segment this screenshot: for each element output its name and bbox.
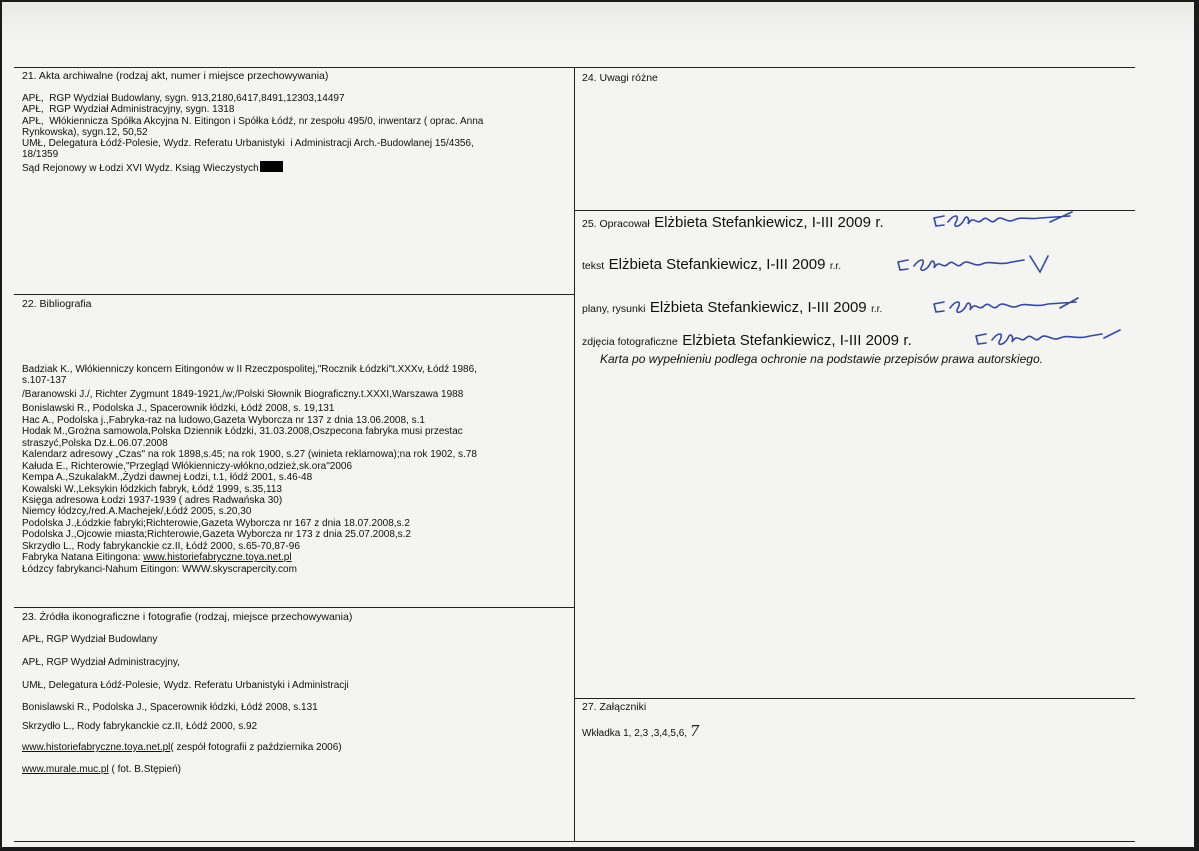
credit-tekst: [582, 256, 841, 274]
signature-image: [930, 208, 1075, 234]
redaction-block: [260, 161, 283, 172]
historiefabryczne-link[interactable]: www.historiefabryczne.toya.net.pl: [143, 552, 292, 564]
credit-plany: [582, 299, 882, 317]
author-name: Elżbieta Stefankiewicz, I-III 2009: [682, 332, 899, 349]
bibliography-entry: Podolska J.,Łódzkie fabryki;Richterowie,Gazeta Wyborcza nr 167 z dnia 18.07.2008,s.2: [22, 517, 410, 529]
author-name: Elżbieta Stefankiewicz, I-III 2009: [649, 299, 867, 316]
credit-zdjecia: [582, 332, 912, 350]
bibliography-entry: Kowalski W.,Leksykin łódzkich fabryk, Łódź 1999, s.35,113: [22, 483, 282, 495]
source-item: APŁ, RGP Wydział Administracyjny,: [22, 657, 180, 668]
section-27-title: 27. Załączniki: [582, 701, 647, 713]
signature-image: [930, 292, 1082, 320]
credit-opracowal: [582, 214, 884, 232]
bibliography-entry: Kałuda E., Richterowie,"Przegląd Włókienniczy-włókno,odzież,sk.ora"2006: [22, 460, 353, 472]
bibliography-link-entry: [22, 552, 477, 563]
divider-21-22: [14, 294, 575, 295]
document-page: [2, 2, 1194, 847]
bibliography-entry: Bonislawski R., Podolska J., Spacerownik łódzki, Łódź 2008, s. 19,131: [22, 403, 335, 415]
page-fold-shadow: [2, 2, 1194, 42]
archive-line: Rynkowska), sygn.12, 50,52: [22, 126, 148, 138]
divider-26-27: [574, 698, 1135, 699]
bibliography-entry: Skrzydło L., Rody fabrykanckie cz.II, Łódź 2000, s.65-70,87-96: [22, 540, 300, 552]
handwritten-number: 7: [689, 722, 700, 740]
bibliography-entry: Badziak K., Włókienniczy koncern Eitingonów w II Rzeczpospolitej,"Rocznik Łódzki"t.XXXv, Łódź 1986,: [22, 364, 477, 375]
court-registry-text: Sąd Rejonowy w Łodzi XVI Wydz. Ksiąg Wieczystych: [22, 162, 259, 174]
archive-line: APŁ, RGP Wydział Budowlany, sygn. 913,2180,6417,8491,12303,14497: [22, 93, 345, 104]
source-item: UMŁ, Delegatura Łódź-Polesie, Wydz. Referatu Urbanistyki i Administracji: [22, 680, 349, 691]
source-item: Skrzydło L., Rody fabrykanckie cz.II, Łódź 2000, s.92: [22, 721, 258, 732]
historiefabryczne-link[interactable]: www.historiefabryczne.toya.net.pl: [22, 742, 171, 753]
archive-line: APŁ, RGP Wydział Administracyjny, sygn. 1318: [22, 104, 235, 116]
archive-line: APŁ, Włókiennicza Spółka Akcyjna N. Eitingon i Spółka Łódź, nr zespołu 495/0, inwentarz ( oprac. Anna: [22, 115, 484, 127]
attachments-list: [582, 722, 699, 740]
middle-divider: [574, 67, 575, 842]
bibliography-entry: Łódzcy fabrykanci-Nahum Eitingon: WWW.skyscrapercity.com: [22, 563, 297, 575]
bibliography-entry: Podolska J.,Ojcowie miasta;Richterowie,Gazeta Wyborcza nr 173 z dnia 25.07.2008,s.2: [22, 529, 411, 541]
signature-image: [972, 324, 1124, 352]
section-22-title: 22. Bibliografia: [22, 298, 92, 310]
link-suffix: ( zespół fotografii z października 2006): [170, 742, 342, 753]
attachments-text: Wkładka 1, 2,3 ,3,4,5,6,: [582, 728, 688, 739]
bibliography-entry: Hodak M.,Grożna samowola,Polska Dziennik Łódzki, 31.03.2008,Oszpecona fabryka musi przestac: [22, 426, 463, 438]
source-link-item: [22, 742, 342, 753]
credit-suffix: r.: [875, 214, 884, 231]
link-prefix: Fabryka Natana Eitingona:: [22, 552, 144, 564]
credit-label: zdjęcia fotograficzne: [582, 336, 678, 348]
section-24-title: 24. Uwagi różne: [582, 72, 658, 84]
source-item: APŁ, RGP Wydział Budowlany: [22, 634, 158, 645]
credit-label: plany, rysunki: [582, 303, 646, 315]
section-21-title: 21. Akta archiwalne (rodzaj akt, numer i miejsce przechowywania): [22, 70, 329, 82]
section-23-title: 23. Źródła ikonograficzne i fotografie (rodzaj, miejsce przechowywania): [22, 611, 353, 623]
author-name: Elżbieta Stefankiewicz, I-III 2009: [654, 214, 871, 231]
credit-suffix: r.: [903, 332, 912, 349]
archive-line-court: [22, 161, 483, 174]
bibliography-entry: /Baranowski J./, Richter Zygmunt 1849-1921,/w;/Polski Słownik Biograficzny.t.XXXI,Warszawa 1988: [22, 388, 464, 400]
source-link-item: [22, 764, 181, 775]
author-name: Elżbieta Stefankiewicz, I-III 2009: [608, 256, 826, 273]
credit-suffix: r.r.: [871, 304, 883, 315]
archive-line: 18/1359: [22, 149, 59, 161]
copyright-note: Karta po wypełnieniu podlega ochronie na podstawie przepisów prawa autorskiego.: [600, 352, 1043, 366]
credit-label: tekst: [582, 260, 605, 272]
section-21-content: [22, 93, 483, 174]
bibliography-entry: s.107-137: [22, 375, 67, 387]
link-suffix: ( fot. B.Stępień): [108, 764, 181, 775]
bibliography-entry: Hac A., Podolska j.,Fabryka-raz na ludowo,Gazeta Wyborcza nr 137 z dnia 13.06.2008, s.1: [22, 414, 425, 426]
section-22-content: [22, 364, 477, 575]
divider-22-23: [14, 607, 575, 608]
bibliography-entry: Kalendarz adresowy „Czas" na rok 1898,s.45; na rok 1900, s.27 (winieta reklamowa);na rok 1902, s.78: [22, 449, 477, 461]
bibliography-entry: Kempa A.,SzukalakM.,Żydzi dawnej Łodzi, t.1, łódź 2001, s.46-48: [22, 472, 313, 484]
credit-label: 25. Opracował: [582, 218, 650, 230]
source-item: Bonislawski R., Podolska J., Spacerownik łódzki, Łódź 2008, s.131: [22, 702, 318, 713]
bibliography-entry: Księga adresowa Łodzi 1937-1939 ( adres Radwańska 30): [22, 494, 283, 506]
signature-image: [894, 250, 1054, 278]
murale-link[interactable]: www.murale.muc.pl: [22, 764, 109, 775]
credit-suffix: r.r.: [829, 261, 841, 272]
archive-line: UMŁ, Delegatura Łódź-Polesie, Wydz. Referatu Urbanistyki i Administracji Arch.-Budowlanej 15/4356,: [22, 138, 474, 150]
bibliography-entry: Niemcy łódzcy,/red.A.Machejek/,Łódź 2005, s.20,30: [22, 506, 252, 518]
bibliography-entry: straszyć,Polska Dz.Ł.06.07.2008: [22, 437, 168, 449]
